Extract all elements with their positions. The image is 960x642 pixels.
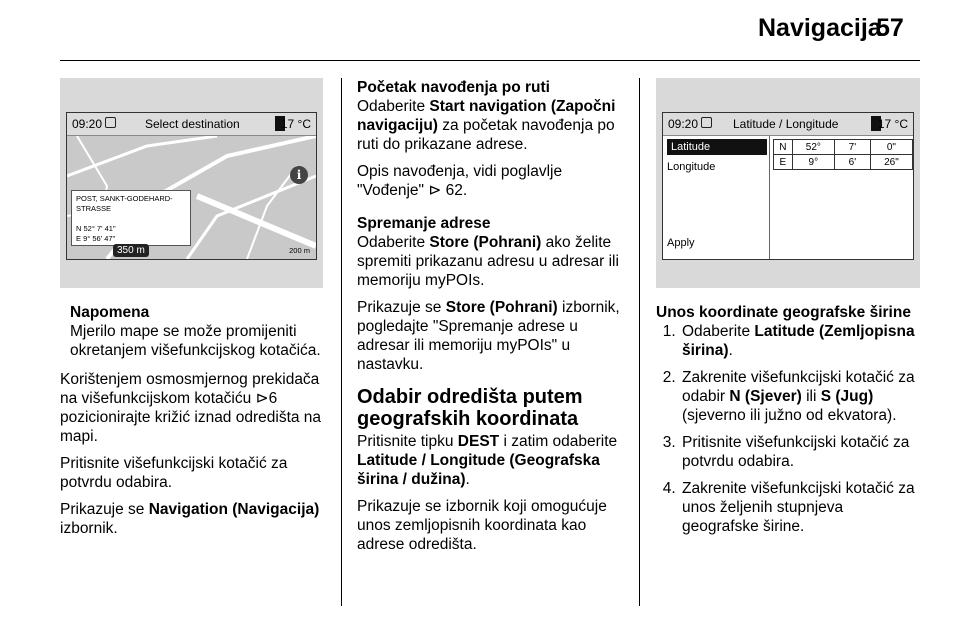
page-number: 57 xyxy=(876,14,904,42)
coordinates-screenshot-frame xyxy=(656,78,920,288)
map-scale: 200 m xyxy=(289,246,310,255)
paragraph: Opis navođenja, vidi poglavlje "Vođenje" ⊳ 62. xyxy=(357,163,563,199)
left-column xyxy=(60,303,330,546)
location-popup xyxy=(71,190,191,246)
paragraph: Prikazuje se Navigation (Navigacija) izbornik. xyxy=(60,501,320,537)
coordinates-screen xyxy=(662,112,914,260)
seconds-cell[interactable]: 0" xyxy=(870,140,912,155)
subheading: Unos koordinate geografske širine xyxy=(656,304,911,321)
popup-east: E 9° 56' 47" xyxy=(76,234,116,243)
paragraph: Pritisnite višefunkcijski kotačić za potvrdu odabira. xyxy=(60,455,288,491)
list-item: 2. Zakrenite višefunkcijski kotačić za odabir N (Sjever) ili S (Jug) (sjeverno ili južno od ekvatora). xyxy=(680,368,924,425)
coordinates-table xyxy=(773,139,913,170)
menu-item-apply[interactable]: Apply xyxy=(667,237,695,249)
header-rule xyxy=(60,60,920,61)
list-item: 3. Pritisnite višefunkcijski kotačić za potvrdu odabira. xyxy=(680,433,924,471)
table-row xyxy=(774,140,913,155)
paragraph: Prikazuje se Store (Pohrani) izbornik, pogledajte "Spremanje adrese u adresar ili memoriju myPOIs" u nastavku. xyxy=(357,299,620,373)
distance-badge: 350 m xyxy=(113,244,149,257)
screen-title: Latitude / Longitude xyxy=(733,117,839,131)
menu-item-longitude[interactable]: Longitude xyxy=(667,161,716,173)
temperature: 17 °C xyxy=(877,117,908,131)
column-divider-1 xyxy=(341,78,342,606)
middle-column xyxy=(357,78,629,562)
temperature: 17 °C xyxy=(280,117,311,131)
title-bar xyxy=(663,113,913,136)
popup-street: POST, SANKT-GODEHARD-STRASSE xyxy=(76,194,173,213)
paragraph: Prikazuje se izbornik koji omogućuje unos zemljopisnih koordinata kao adrese odredišta. xyxy=(357,498,607,553)
paragraph: Korištenjem osmosmjernog prekidača na višefunkcijskom kotačiću ⊳6 pozicionirajte križić iznad odredišta na mapi. xyxy=(60,371,322,445)
minutes-cell[interactable]: 7' xyxy=(834,140,870,155)
paragraph: Odaberite Start navigation (Započni navigaciju) za početak navođenja po ruti do prikazane adrese. xyxy=(357,98,616,153)
map-screenshot-frame xyxy=(60,78,323,288)
steps-list xyxy=(656,322,924,536)
clock-time: 09:20 xyxy=(72,117,103,131)
page-ref-icon: ⊳ xyxy=(428,182,446,199)
degrees-cell[interactable]: 9° xyxy=(792,155,834,170)
map-view[interactable] xyxy=(67,136,316,259)
note-text: Mjerilo mape se može promijeniti okretanjem višefunkcijskog kotačića. xyxy=(70,323,321,359)
screen-title: Select destination xyxy=(145,117,240,131)
page-ref-icon: ⊳ xyxy=(255,390,269,407)
note-box xyxy=(60,303,330,360)
paragraph: Odaberite Store (Pohrani) ako želite spremiti prikazanu adresu u adresar ili memoriju myPOIs. xyxy=(357,234,619,289)
clock-icon xyxy=(701,117,712,128)
column-divider-2 xyxy=(639,78,640,606)
hemisphere-cell[interactable]: N xyxy=(774,140,793,155)
clock-icon xyxy=(105,117,116,128)
panel-divider xyxy=(769,136,770,259)
clock-time: 09:20 xyxy=(668,117,699,131)
page-title: Navigacija xyxy=(758,14,882,42)
degrees-cell[interactable]: 52° xyxy=(792,140,834,155)
title-bar xyxy=(67,113,316,136)
subheading: Spremanje adrese xyxy=(357,215,491,232)
minutes-cell[interactable]: 6' xyxy=(834,155,870,170)
menu-item-latitude[interactable]: Latitude xyxy=(667,139,767,155)
section-title: Odabir odredišta putem geografskih koordinata xyxy=(357,386,583,430)
list-item: 4. Zakrenite višefunkcijski kotačić za unos željenih stupnjeva geografske širine. xyxy=(680,479,924,536)
hemisphere-cell[interactable]: E xyxy=(774,155,793,170)
seconds-cell[interactable]: 26" xyxy=(870,155,912,170)
right-column xyxy=(656,303,924,544)
info-icon[interactable]: i xyxy=(290,166,308,184)
subheading: Početak navođenja po ruti xyxy=(357,79,550,96)
map-screen xyxy=(66,112,317,260)
paragraph: Pritisnite tipku DEST i zatim odaberite Latitude / Longitude (Geografska širina / dužina). xyxy=(357,433,618,488)
table-row xyxy=(774,155,913,170)
list-item: 1. Odaberite Latitude (Zemljopisna širina). xyxy=(680,322,924,360)
note-title: Napomena xyxy=(70,304,150,321)
popup-north: N 52° 7' 41" xyxy=(76,224,116,233)
